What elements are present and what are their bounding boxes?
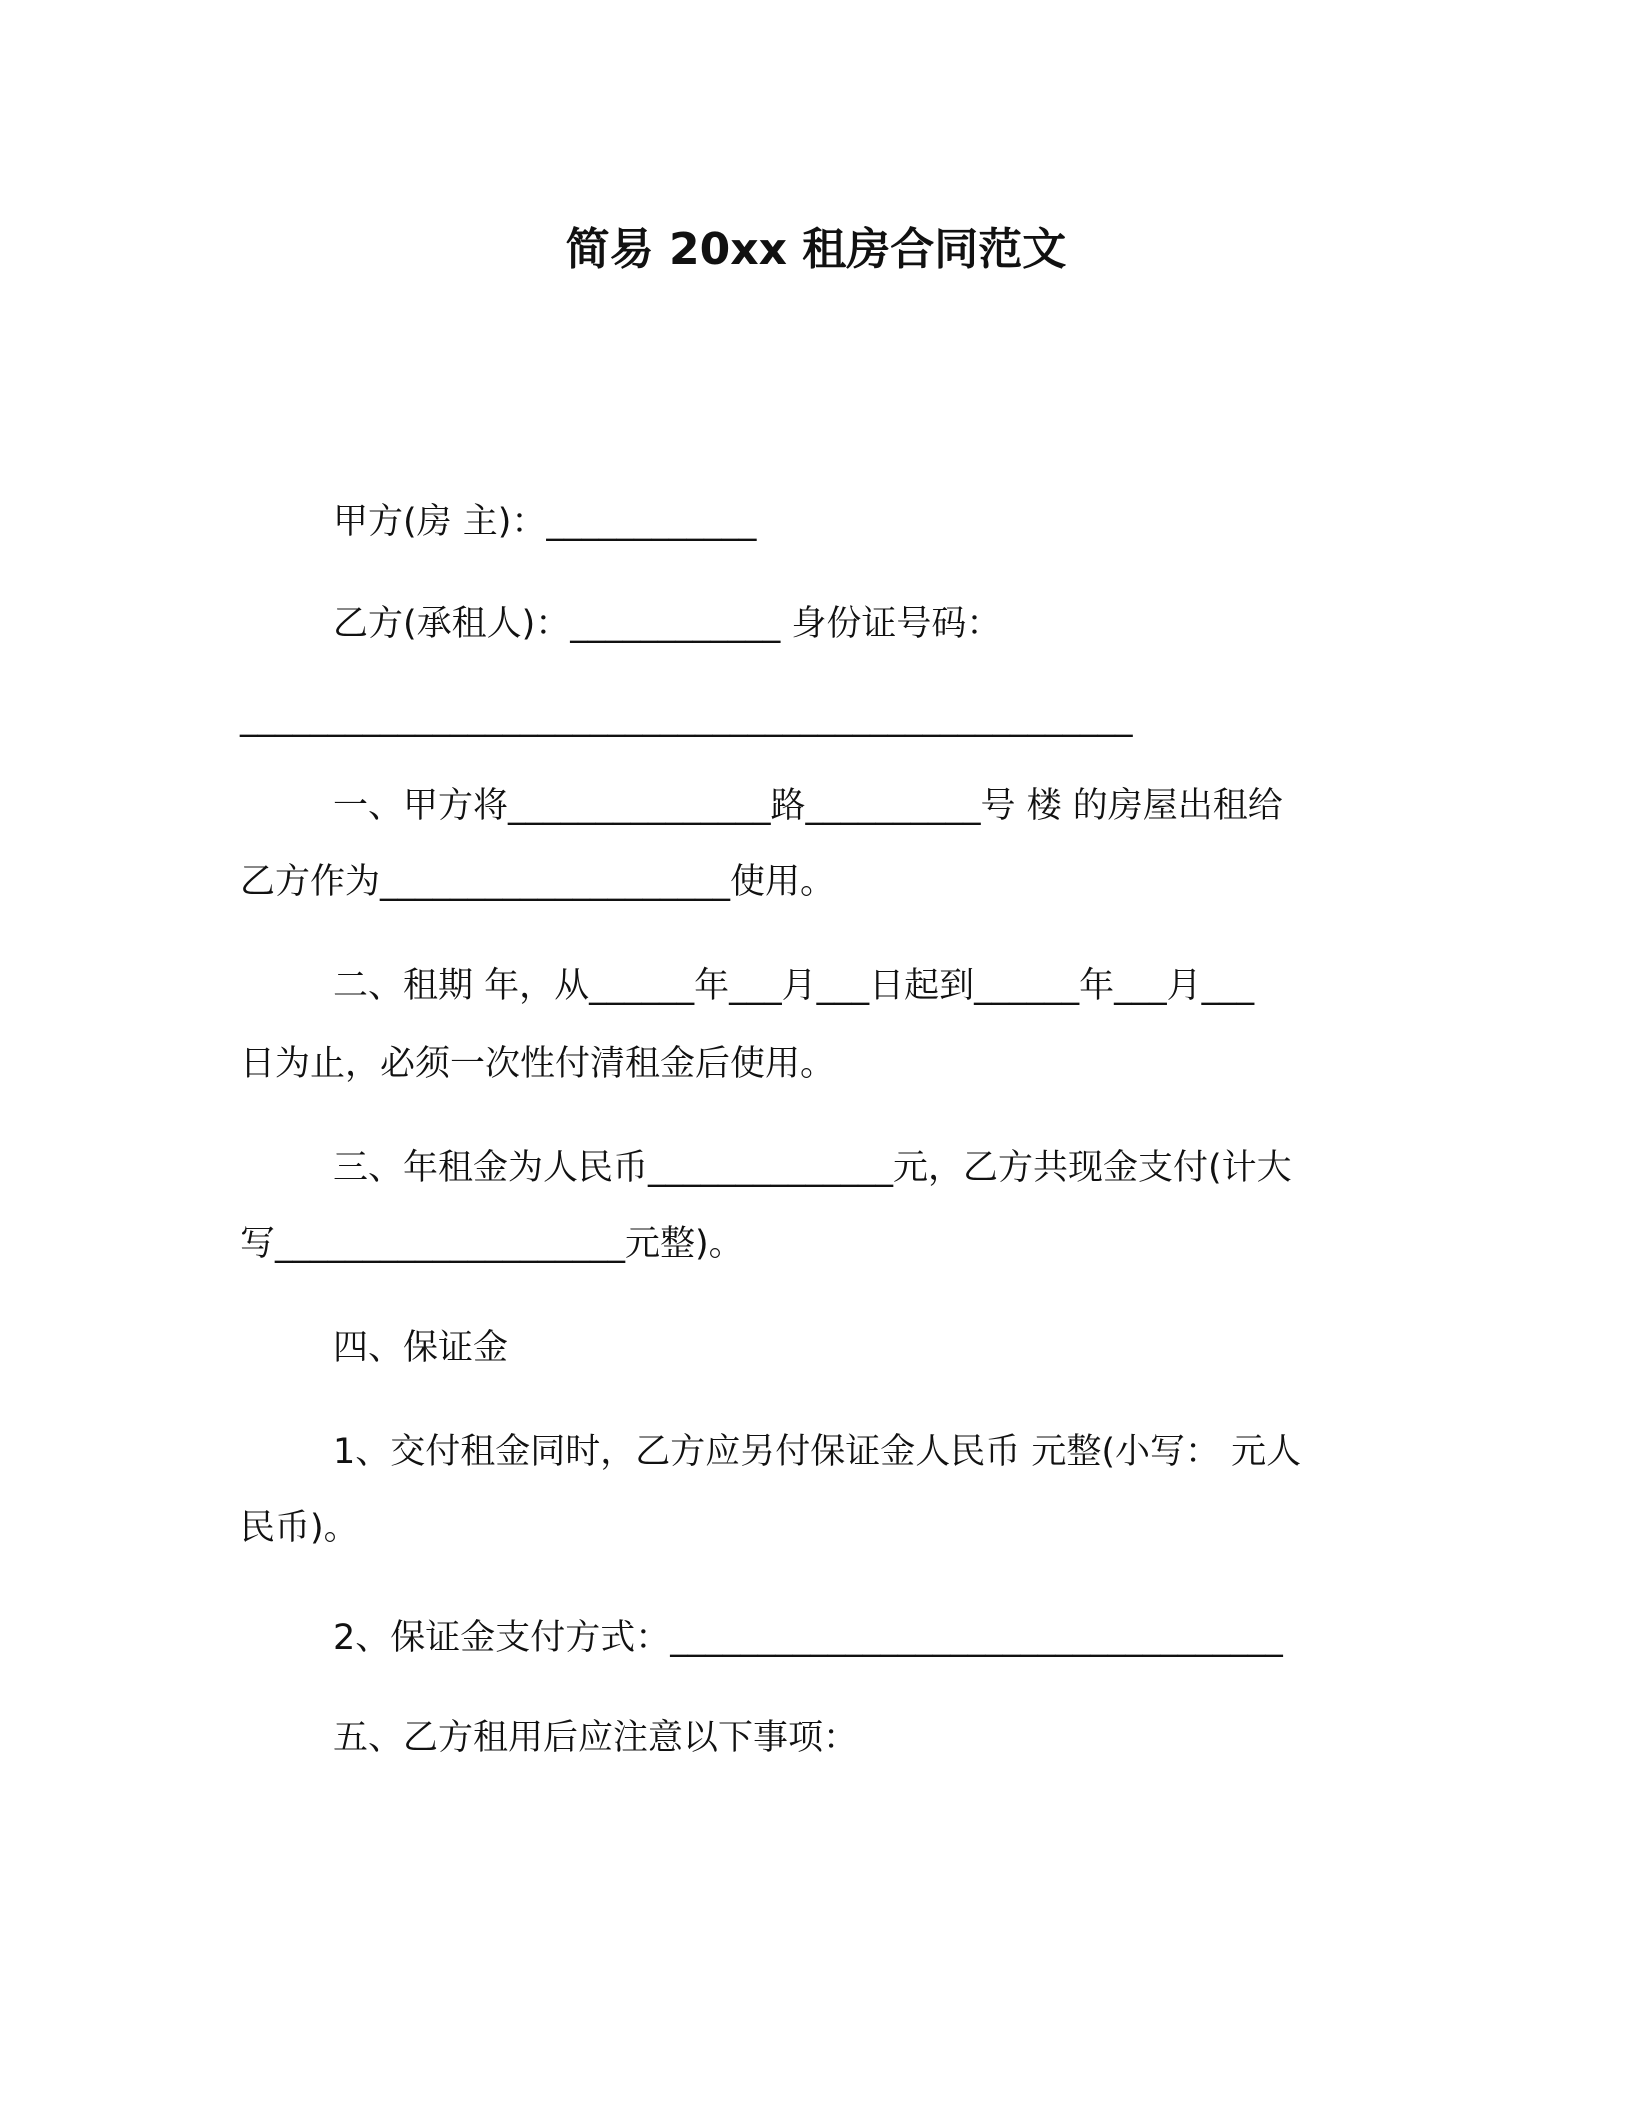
deposit-item-1-line-1: 1、交付租金同时，乙方应另付保证金人民币 元整(小写： 元人 bbox=[333, 1432, 1302, 1472]
clause-2-line-1: 二、租期 年，从______年___月___日起到______年___月___ bbox=[333, 966, 1255, 1006]
clause-1-line-2: 乙方作为____________________使用。 bbox=[240, 862, 836, 902]
party-b-line: 乙方(承租人)：____________ 身份证号码： bbox=[333, 604, 1002, 644]
clause-3-line-2: 写____________________元整)。 bbox=[240, 1224, 744, 1264]
deposit-item-2-line: 2、保证金支付方式：___________________________________ bbox=[333, 1618, 1283, 1658]
clause-5-heading: 五、乙方租用后应注意以下事项： bbox=[333, 1718, 859, 1758]
clause-4-heading: 四、保证金 bbox=[333, 1328, 509, 1368]
document-title: 简易 20xx 租房合同范文 bbox=[565, 224, 1067, 275]
deposit-item-1-line-2: 民币)。 bbox=[240, 1508, 359, 1548]
clause-2-line-2: 日为止，必须一次性付清租金后使用。 bbox=[240, 1044, 836, 1084]
clause-3-line-1: 三、年租金为人民币______________元，乙方共现金支付(计大 bbox=[333, 1148, 1292, 1188]
clause-1-line-1: 一、甲方将_______________路__________号 楼 的房屋出租给 bbox=[333, 786, 1283, 826]
id-number-blank-line: ___________________________________________________ bbox=[240, 698, 1133, 738]
party-a-line: 甲方(房 主)：____________ bbox=[333, 502, 757, 542]
